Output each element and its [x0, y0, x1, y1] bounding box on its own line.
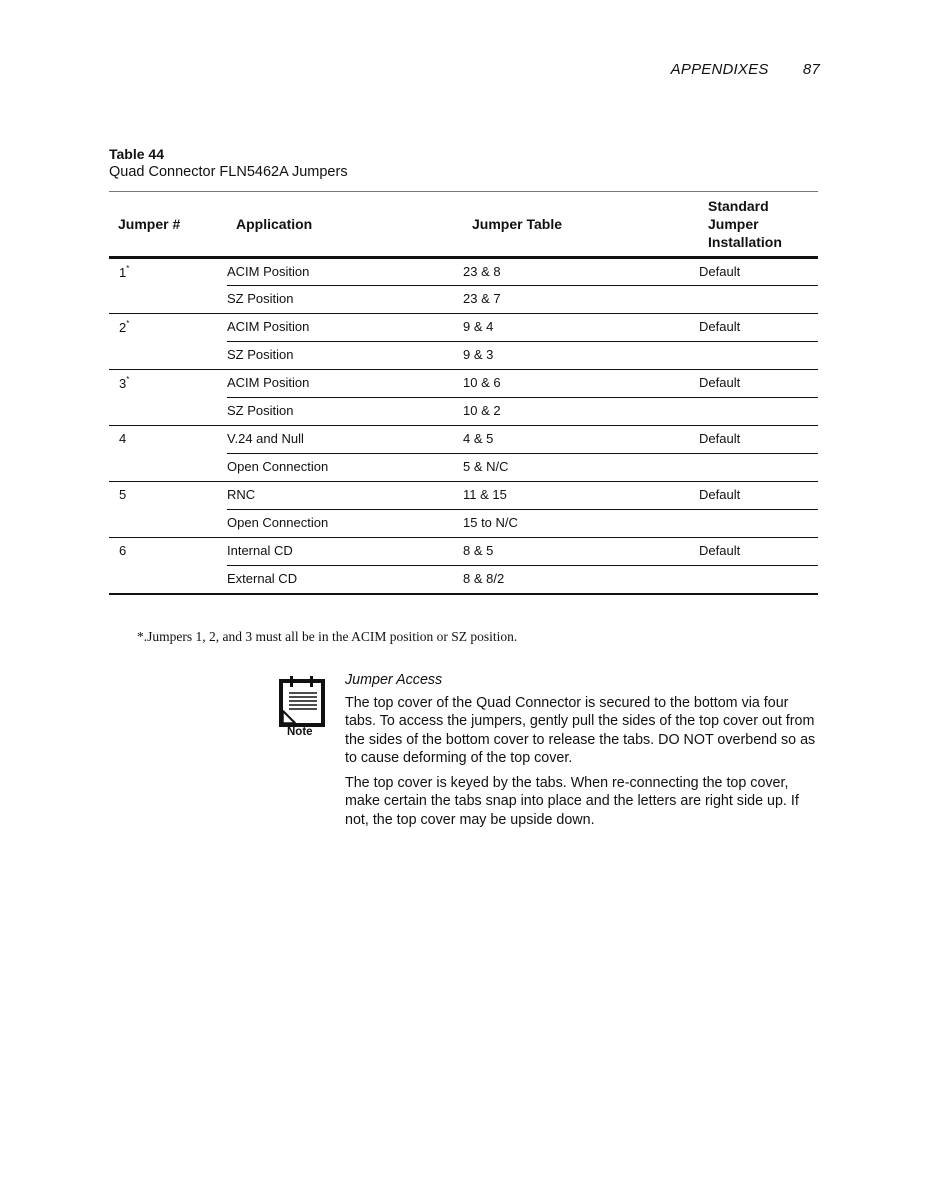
- cell-jumper-table: 11 & 15: [463, 482, 699, 510]
- cell-jumper-table: 23 & 8: [463, 264, 501, 279]
- table-row: [109, 454, 818, 482]
- cell-standard: Default: [699, 426, 818, 454]
- cell-jumper: [109, 370, 227, 398]
- cell-jumper-table: 15 to N/C: [463, 510, 699, 538]
- table-body: [109, 258, 818, 594]
- footnote-mark: *: [126, 264, 130, 273]
- table-row: [109, 426, 818, 454]
- jumper-number: 1: [119, 265, 127, 280]
- cell-application: V.24 and Null: [227, 426, 463, 454]
- cell-application: ACIM Position: [227, 314, 463, 342]
- cell-jumper: [109, 398, 227, 426]
- column-header-jumper-table: Jumper Table: [463, 192, 699, 258]
- cell-standard: [699, 342, 818, 370]
- table-row: [109, 398, 818, 426]
- cell-jumper: [109, 258, 227, 286]
- table-row: [109, 482, 818, 510]
- cell-jumper: [109, 286, 227, 314]
- table-row: [109, 286, 818, 314]
- table-row: [109, 538, 818, 566]
- cell-standard: [699, 566, 818, 594]
- cell-application: SZ Position: [227, 286, 463, 314]
- table-row: [109, 314, 818, 342]
- table-row: [109, 566, 818, 594]
- cell-application: Open Connection: [227, 454, 463, 482]
- cell-standard: [699, 510, 818, 538]
- cell-application: ACIM Position: [227, 264, 310, 279]
- cell-jumper: [109, 342, 227, 370]
- jumper-number: 6: [119, 543, 127, 558]
- note-paragraph-1: The top cover of the Quad Connector is secured to the bottom via four tabs. To access the jumpers, gently pull the sides of the top cover out from the sides of the bottom cover to release the tabs. DO NOT overbend so as to cause deforming of the top cover.: [345, 694, 816, 766]
- cell-standard: Default: [699, 314, 818, 342]
- cell-application: SZ Position: [227, 342, 463, 370]
- cell-jumper: [109, 314, 227, 342]
- footnote-mark: *: [126, 319, 130, 328]
- cell-application: SZ Position: [227, 398, 463, 426]
- cell-jumper: [109, 510, 227, 538]
- table-caption: Quad Connector FLN5462A Jumpers: [109, 164, 348, 180]
- page-number: 87: [802, 61, 820, 78]
- table-row: [109, 370, 818, 398]
- cell-jumper: [109, 566, 227, 594]
- cell-jumper-table: 10 & 6: [463, 370, 699, 398]
- cell-application: External CD: [227, 566, 463, 594]
- note-label: Note: [287, 726, 313, 738]
- table-number: Table 44: [109, 146, 164, 162]
- jumper-table: [109, 191, 818, 595]
- cell-jumper: [109, 426, 227, 454]
- cell-jumper-table: 8 & 8/2: [463, 566, 699, 594]
- column-header-jumper: Jumper #: [109, 192, 227, 258]
- column-header-application: Application: [227, 192, 463, 258]
- cell-standard: Default: [699, 264, 741, 279]
- footnote: *.Jumpers 1, 2, and 3 must all be in the ACIM position or SZ position.: [137, 629, 518, 644]
- cell-jumper-table: 10 & 2: [463, 398, 699, 426]
- cell-application: ACIM Position: [227, 370, 463, 398]
- cell-standard: [699, 398, 818, 426]
- cell-jumper-table: 9 & 4: [463, 314, 699, 342]
- table-row: [109, 342, 818, 370]
- table-header-row: [109, 192, 818, 258]
- cell-jumper: [109, 454, 227, 482]
- cell-jumper: [109, 482, 227, 510]
- cell-standard: Default: [699, 482, 818, 510]
- note-body: [345, 671, 820, 835]
- cell-standard: [699, 454, 818, 482]
- table-row: [109, 258, 818, 286]
- table-row: [109, 510, 818, 538]
- note-heading: Jumper Access: [345, 672, 443, 688]
- cell-application: Open Connection: [227, 510, 463, 538]
- cell-standard: [699, 286, 818, 314]
- column-header-standard: Standard Jumper Installation: [699, 192, 818, 258]
- jumper-number: 4: [119, 431, 127, 446]
- jumper-number: 3: [119, 376, 127, 391]
- footnote-mark: *: [126, 375, 130, 384]
- cell-jumper-table: 8 & 5: [463, 538, 699, 566]
- cell-standard: Default: [699, 370, 818, 398]
- note-paragraph-2: The top cover is keyed by the tabs. When re-connecting the top cover, make certain the tabs snap into place and the letters are right side up. If not, the top cover may be upside down.: [345, 774, 799, 828]
- cell-application: Internal CD: [227, 538, 463, 566]
- cell-jumper-table: 23 & 7: [463, 286, 699, 314]
- cell-jumper-table: 5 & N/C: [463, 454, 699, 482]
- cell-jumper-table: 4 & 5: [463, 426, 699, 454]
- cell-jumper: [109, 538, 227, 566]
- section-title: APPENDIXES: [670, 61, 769, 78]
- running-head: [671, 61, 820, 78]
- cell-application: RNC: [227, 482, 463, 510]
- cell-standard: Default: [699, 538, 818, 566]
- jumper-number: 5: [119, 487, 127, 502]
- cell-jumper-table: 9 & 3: [463, 342, 699, 370]
- jumper-number: 2: [119, 320, 127, 335]
- table-title: [109, 146, 819, 180]
